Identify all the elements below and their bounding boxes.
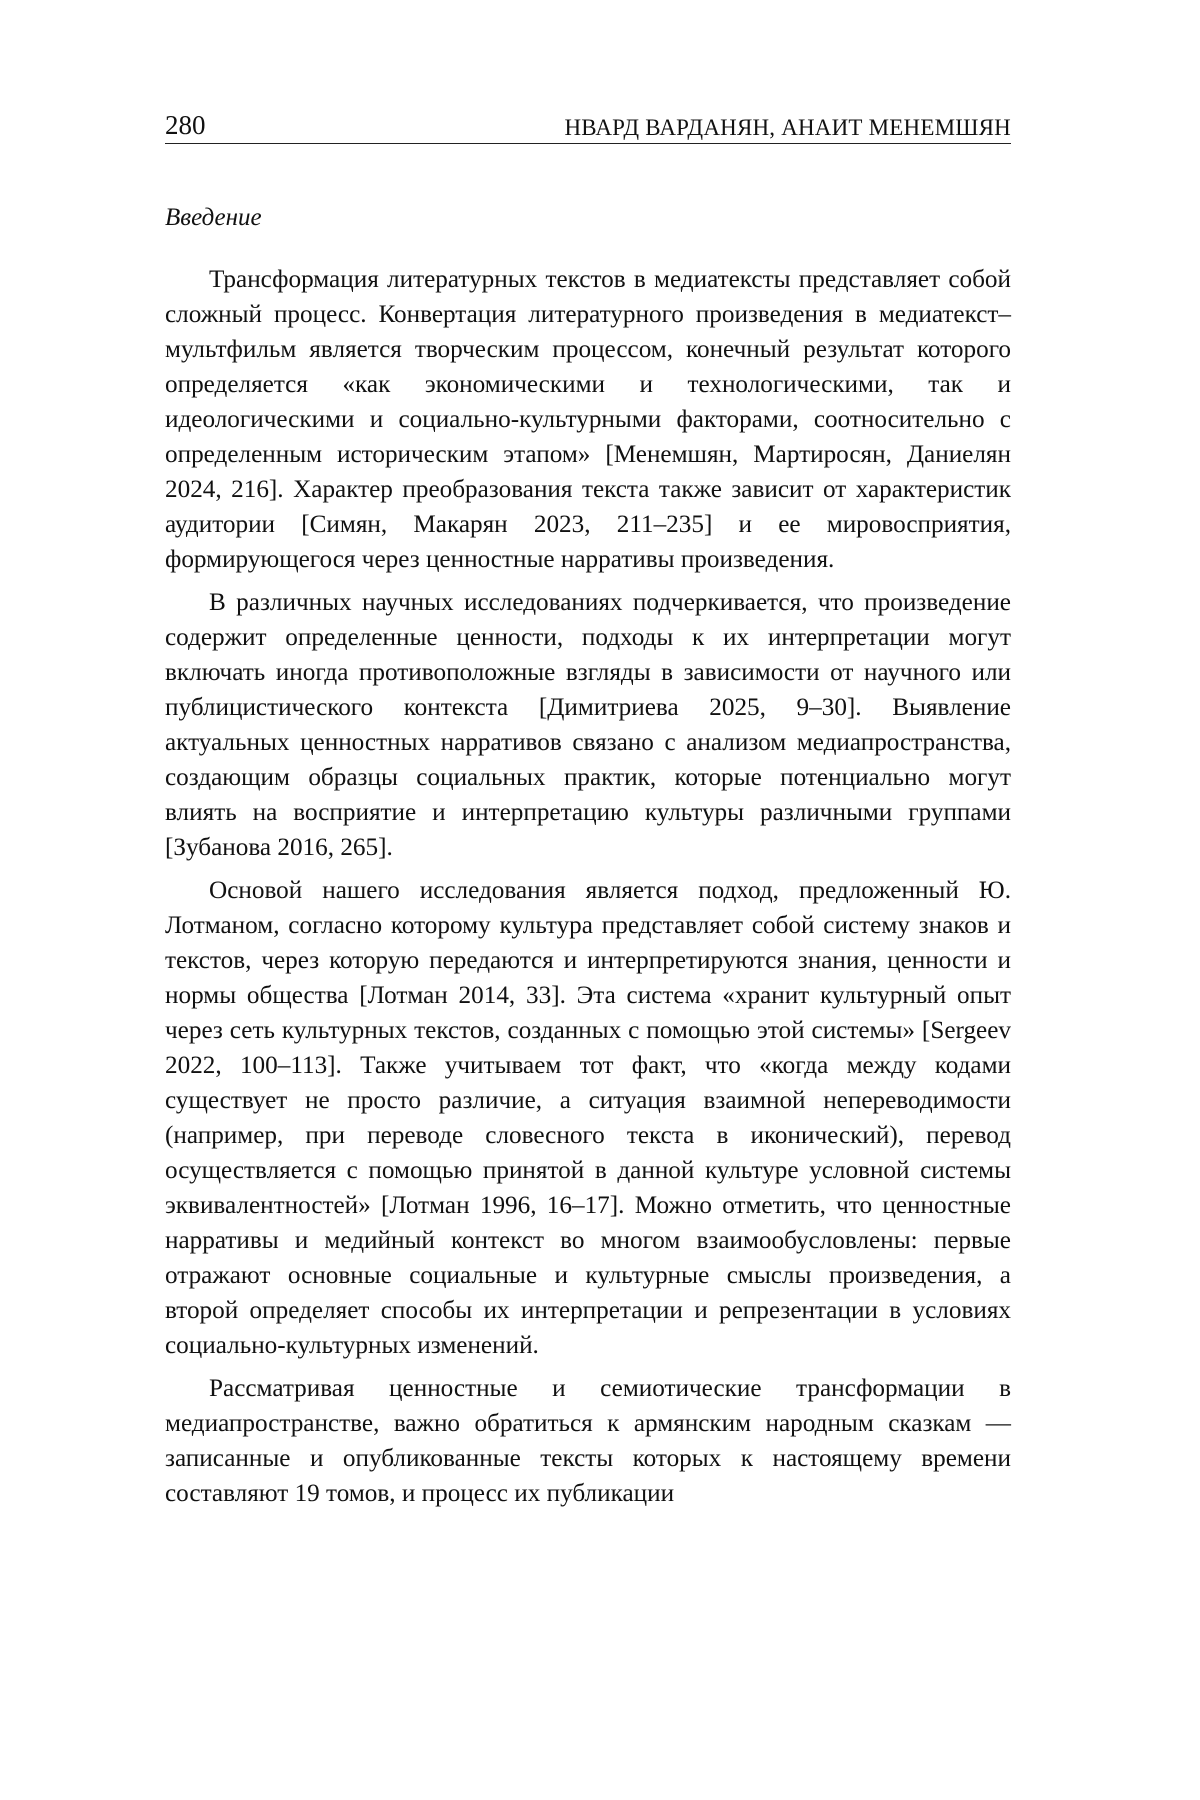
page-number: 280 <box>165 110 206 140</box>
running-head-authors: НВАРД ВАРДАНЯН, АНАИТ МЕНЕМШЯН <box>564 115 1011 140</box>
paragraph-2: В различных научных исследованиях подчеркивается, что произведение содержит определенные ценности, подходы к их интерпретации могут включать иногда противоположные взгляды в зависимости от научного или публицистического контекста [Димитриева 2025, 9–30]. Выявление актуальных ценностных нарративов связано с анализом медиапространства, создающим образцы социальных практик, которые потенциально могут влиять на восприятие и интерпретацию культуры различными группами [Зубанова 2016, 265]. <box>165 589 1011 861</box>
section-title: Введение <box>165 204 262 231</box>
body-text <box>165 262 1011 1519</box>
paragraph-3: Основой нашего исследования является подход, предложенный Ю. Лотманом, согласно которому культура представляет собой систему знаков и текстов, через которую передаются и интерпретируются знания, ценности и нормы общества [Лотман 2014, 33]. Эта система «хранит культурный опыт через сеть культурных текстов, созданных с помощью этой системы» [Sergeev 2022, 100–113]. Также учитываем тот факт, что «когда между кодами существует не просто различие, а ситуация взаимной непереводимости (например, при переводе словесного текста в иконический), перевод осуществляется с помощью принятой в данной культуре условной системы эквивалентностей» [Лотман 1996, 16–17]. Можно отметить, что ценностные нарративы и медийный контекст во многом взаимообусловлены: первые отражают основные социальные и культурные смыслы произведения, а второй определяет способы их интерпретации и репрезентации в условиях социально-культурных изменений. <box>165 877 1011 1359</box>
paragraph-4: Рассматривая ценностные и семиотические трансформации в медиапространстве, важно обратиться к армянским народным сказкам — записанные и опубликованные тексты которых к настоящему времени составляют 19 томов, и процесс их публикации <box>165 1375 1011 1507</box>
paragraph-1: Трансформация литературных текстов в медиатексты представляет собой сложный процесс. Конвертация литературного произведения в медиатекст–мультфильм является творческим процессом, конечный результат которого определяется «как экономическими и технологическими, так и идеологическими и социально-культурными факторами, соотносительно с определенным историческим этапом» [Менемшян, Мартиросян, Даниелян 2024, 216]. Характер преобразования текста также зависит от характеристик аудитории [Симян, Макарян 2023, 211–235] и ее мировосприятия, формирующегося через ценностные нарративы произведения. <box>165 266 1011 573</box>
book-page <box>165 0 1011 1800</box>
running-header <box>165 104 1011 144</box>
